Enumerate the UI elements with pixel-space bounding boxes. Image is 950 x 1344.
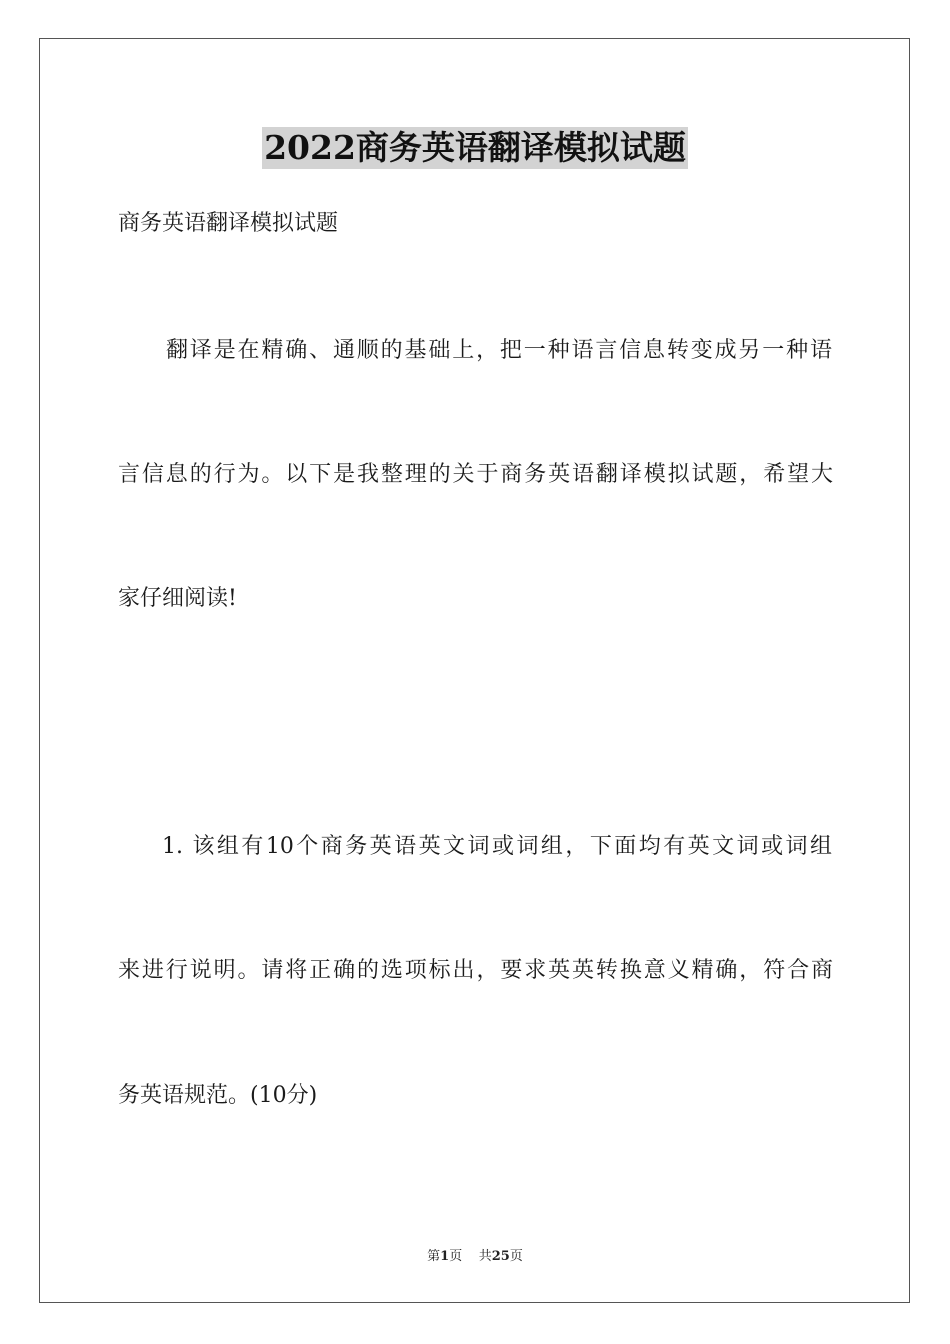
page-footer <box>0 1248 950 1266</box>
question-line-3: 务英语规范。(10分) <box>118 1083 318 1108</box>
intro-line-2: 言信息的行为。以下是我整理的关于商务英语翻译模拟试题，希望大 <box>118 462 833 487</box>
question-line-1: 1. 该组有10个商务英语英文词或词组，下面均有英文词或词组 <box>162 834 832 859</box>
total-prefix: 共 <box>478 1249 492 1264</box>
page-number: 1 <box>440 1249 450 1264</box>
page-prefix: 第 <box>427 1249 441 1264</box>
document-title: 2022商务英语翻译模拟试题 <box>264 128 686 167</box>
document-subtitle: 商务英语翻译模拟试题 <box>118 211 339 236</box>
intro-line-3: 家仔细阅读! <box>118 586 237 611</box>
total-pages: 25 <box>491 1249 510 1264</box>
total-suffix: 页 <box>509 1249 523 1264</box>
title-container <box>0 127 950 169</box>
page-suffix: 页 <box>449 1249 463 1264</box>
intro-line-1: 翻译是在精确、通顺的基础上，把一种语言信息转变成另一种语 <box>166 338 832 363</box>
question-line-2: 来进行说明。请将正确的选项标出，要求英英转换意义精确，符合商 <box>118 958 833 983</box>
